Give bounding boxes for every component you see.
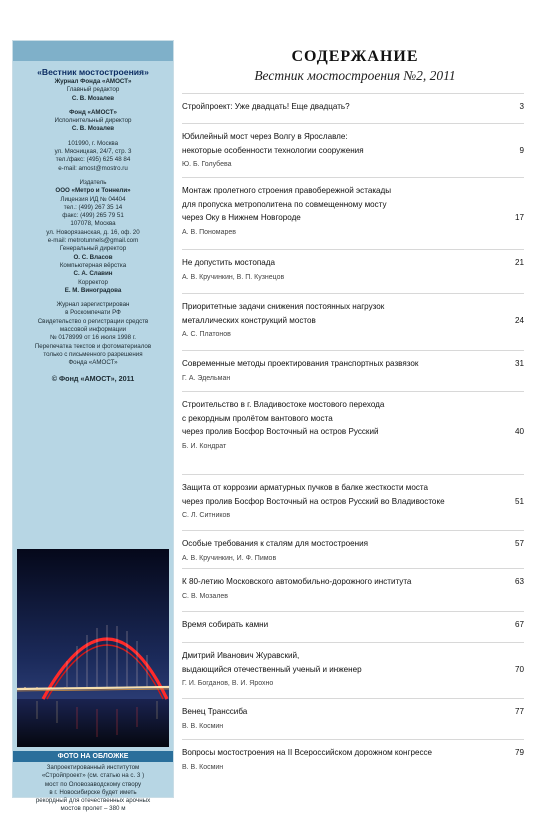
toc-page-number: 51 [514, 496, 524, 506]
toc-title-line: через пролив Босфор Восточный на остров Русский [182, 427, 379, 436]
publisher-label: Издатель [79, 178, 107, 186]
toc-entry[interactable] [182, 398, 524, 451]
masthead-block [13, 61, 173, 541]
fund-name: Фонд «АМОСТ» [69, 108, 117, 116]
fund-phone: тел./факс: (495) 625 48 84 [55, 156, 131, 164]
toc-title-line: Стройпроект: Уже двадцать! Еще двадцать? [182, 102, 350, 111]
toc-title-line: через пролив Босфор Восточный на остров Русский во Владивостоке [182, 496, 445, 506]
cover-caption-line-5: рекордный для отечественных арочных [35, 797, 151, 805]
toc-title-line: через Оку в Нижнем Новгороде [182, 213, 301, 222]
toc-entry-author: Б. И. Кондрат [182, 442, 227, 450]
toc-entry-title [182, 746, 492, 760]
toc-page-number: 79 [514, 748, 524, 757]
toc-page-number: 40 [514, 427, 524, 436]
corrector-label: Корректор [78, 278, 108, 286]
toc-entry-author: Г. А. Эдельман [182, 374, 231, 382]
cover-caption-line-3: мост по Оловозаводскому створу [44, 780, 142, 788]
toc-entry-title [182, 300, 492, 327]
fund-email: e-mail: amost@mostro.ru [58, 164, 128, 172]
toc-page-number: 24 [514, 315, 524, 325]
toc-title-line: Строительство в г. Владивостоке мостового перехода [182, 400, 385, 409]
toc-entry[interactable] [182, 357, 524, 383]
cover-caption-line-6: мостов пролет – 380 м [60, 805, 126, 813]
copyright: © Фонд «АМОСТ», 2011 [51, 373, 135, 383]
toc-entry[interactable] [182, 746, 524, 772]
toc-entry-author: В. В. Космин [182, 763, 224, 771]
toc-entry[interactable] [182, 618, 524, 632]
registration-line-2: в Роскомпечати РФ [65, 309, 121, 317]
toc-divider [182, 177, 524, 178]
toc-entry-author: А. В. Пономарев [182, 228, 237, 236]
toc-title-line: выдающийся отечественный ученый и инженер [182, 664, 362, 674]
arch-bridge-night-image [17, 549, 169, 747]
toc-divider [182, 93, 524, 94]
reprint-line-2: только с письменного разрешения [43, 350, 143, 358]
masthead-journal: Журнал Фонда «АМОСТ» [54, 78, 132, 85]
cover-caption-line-2: «Стройпроект» (см. статью на с. 3 ) [41, 772, 145, 780]
cover-photo-caption [17, 764, 169, 814]
toc-title-line: для пропуска метрополитена по совмещенному мосту [182, 199, 387, 209]
chief-editor-name: С. В. Мозалев [71, 94, 115, 102]
toc-title-line: Не допустить мостопада [182, 258, 275, 267]
toc-divider [182, 530, 524, 531]
masthead-sidebar [12, 40, 174, 813]
toc-entry[interactable] [182, 575, 524, 601]
contents-title: СОДЕРЖАНИЕ [291, 48, 419, 65]
director-label: Исполнительный директор [54, 117, 132, 125]
toc-page-number: 31 [514, 359, 524, 368]
toc-divider [182, 293, 524, 294]
toc-title-line: К 80-летию Московского автомобильно-дорожного института [182, 577, 412, 586]
cover-caption-line-1: Запроектированный институтом [46, 764, 140, 771]
registration-line-4: массовой информации [59, 326, 127, 334]
toc-entry[interactable] [182, 537, 524, 563]
toc-entry-author: Г. И. Богданов, В. И. Ярохно [182, 680, 274, 687]
toc-title-line: Монтаж пролетного строения правобережной эстакады [182, 186, 392, 195]
toc-title-line: с рекордным пролётом вантового моста [182, 413, 333, 423]
publisher-email: e-mail: metrotunnels@gmail.com [47, 237, 139, 245]
toc-entry-author: А. В. Кручинкин, И. Ф. Пимов [182, 554, 277, 562]
toc-entry-title [182, 481, 492, 508]
toc-divider [182, 249, 524, 250]
publisher-fax: факс: (499) 265 79 51 [62, 212, 124, 220]
toc-title-line: Вопросы мостостроения на II Всероссийском дорожном конгрессе [182, 748, 433, 757]
toc-title-line: Защита от коррозии арматурных пучков в балке жесткости моста [182, 483, 428, 492]
toc-divider [182, 568, 524, 569]
toc-page-number: 70 [514, 664, 524, 674]
toc-entry-author: Ю. Б. Голубева [182, 161, 232, 168]
toc-divider [182, 350, 524, 351]
toc-entry[interactable] [182, 705, 524, 731]
toc-title-line: Время собирать камни [182, 620, 269, 629]
toc-entry[interactable] [182, 100, 524, 114]
toc-divider [182, 611, 524, 612]
toc-divider [182, 391, 524, 392]
toc-divider [182, 123, 524, 124]
toc-page-number: 17 [514, 213, 524, 222]
toc-entry-title [182, 575, 492, 589]
masthead-title: «Вестник мостостроения» [37, 67, 149, 77]
layout-label: Компьютерная вёрстка [59, 261, 127, 269]
toc-divider [182, 642, 524, 643]
registration-line-3: Свидетельство о регистрации средств [37, 317, 149, 325]
general-director-label: Генеральный директор [59, 245, 127, 253]
toc-entry-author: С. Л. Ситников [182, 512, 231, 519]
reprint-line-3: Фонда «АМОСТ» [68, 359, 118, 367]
contents-subtitle: Вестник мостостроения №2, 2011 [254, 68, 456, 83]
toc-title-line: металлических конструкций мостов [182, 315, 316, 325]
cover-caption-line-4: в г. Новосибирске будет иметь [49, 788, 137, 796]
toc-title-line: Венец Транссиба [182, 707, 248, 716]
toc-entry[interactable] [182, 130, 524, 169]
toc-page-number: 67 [514, 620, 524, 629]
toc-entry[interactable] [182, 256, 524, 282]
publisher-name: ООО «Метро и Тоннели» [55, 187, 131, 195]
toc-entry-title [182, 100, 492, 114]
toc-page-number: 77 [514, 707, 524, 716]
chief-editor-label: Главный редактор [66, 86, 120, 94]
layout-name: С. А. Славин [73, 270, 113, 278]
toc-title-line: Приоритетные задачи снижения постоянных нагрузок [182, 302, 385, 311]
toc-divider [182, 474, 524, 475]
toc-title-line: Особые требования к сталям для мостостроения [182, 539, 369, 548]
sidebar-top-band [13, 41, 173, 61]
toc-entry-author: С. В. Мозалев [182, 592, 229, 600]
toc-entry-title [182, 398, 492, 439]
toc-entry[interactable] [182, 184, 524, 237]
toc-entry[interactable] [182, 481, 524, 520]
director-name: С. В. Мозалев [71, 125, 115, 133]
publisher-city: 107078, Москва [70, 220, 116, 228]
fund-address-line-1: 101990, г. Москва [67, 139, 119, 147]
toc-title-line: Юбилейный мост через Волгу в Ярославле: [182, 132, 348, 141]
toc-entry-title [182, 618, 492, 632]
toc-entry[interactable] [182, 300, 524, 339]
toc-page-number: 3 [519, 102, 524, 111]
publisher-license: Лицензия ИД № 04404 [60, 195, 126, 203]
toc-page-number: 63 [514, 577, 524, 586]
corrector-name: Е. М. Виноградова [64, 286, 122, 294]
toc-entry[interactable] [182, 649, 524, 688]
toc-title-line: Современные методы проектирования транспортных развязок [182, 359, 419, 368]
toc-entry-title [182, 184, 492, 225]
toc-entry-title [182, 537, 492, 551]
registration-line-1: Журнал зарегистрирован [56, 301, 130, 309]
toc-title-line: Дмитрий Иванович Журавский, [182, 651, 300, 660]
general-director-name: О. С. Власов [73, 253, 113, 261]
reprint-line-1: Перепечатка текстов и фотоматериалов [34, 342, 152, 350]
toc-page-number: 57 [514, 539, 524, 548]
toc-entry-title [182, 649, 492, 676]
toc-entry-title [182, 130, 492, 157]
contents-heading [180, 48, 530, 84]
toc-entry-author: А. В. Кручинкин, В. П. Кузнецов [182, 273, 285, 281]
fund-address-line-2: ул. Мясницкая, 24/7, стр. 3 [54, 148, 132, 156]
toc-entry-title [182, 357, 492, 371]
cover-photo [17, 549, 169, 747]
publisher-street: ул. Новорязанская, д. 16, оф. 20 [46, 228, 140, 236]
toc-page-number: 21 [514, 258, 524, 267]
toc-title-line: некоторые особенности технологии сооружения [182, 145, 364, 155]
publisher-tel: тел.: (499) 267 35 14 [63, 203, 123, 211]
toc-entry-author: В. В. Космин [182, 722, 224, 730]
toc-divider [182, 739, 524, 740]
toc-entry-title [182, 256, 492, 270]
toc-entry-author: А. С. Платонов [182, 331, 231, 338]
cover-photo-heading: ФОТО НА ОБЛОЖКЕ [13, 751, 173, 762]
toc-divider [182, 698, 524, 699]
toc-page-number: 9 [519, 145, 524, 155]
toc-entry-title [182, 705, 492, 719]
registration-line-5: № 0178999 от 16 июля 1998 г. [50, 334, 136, 342]
